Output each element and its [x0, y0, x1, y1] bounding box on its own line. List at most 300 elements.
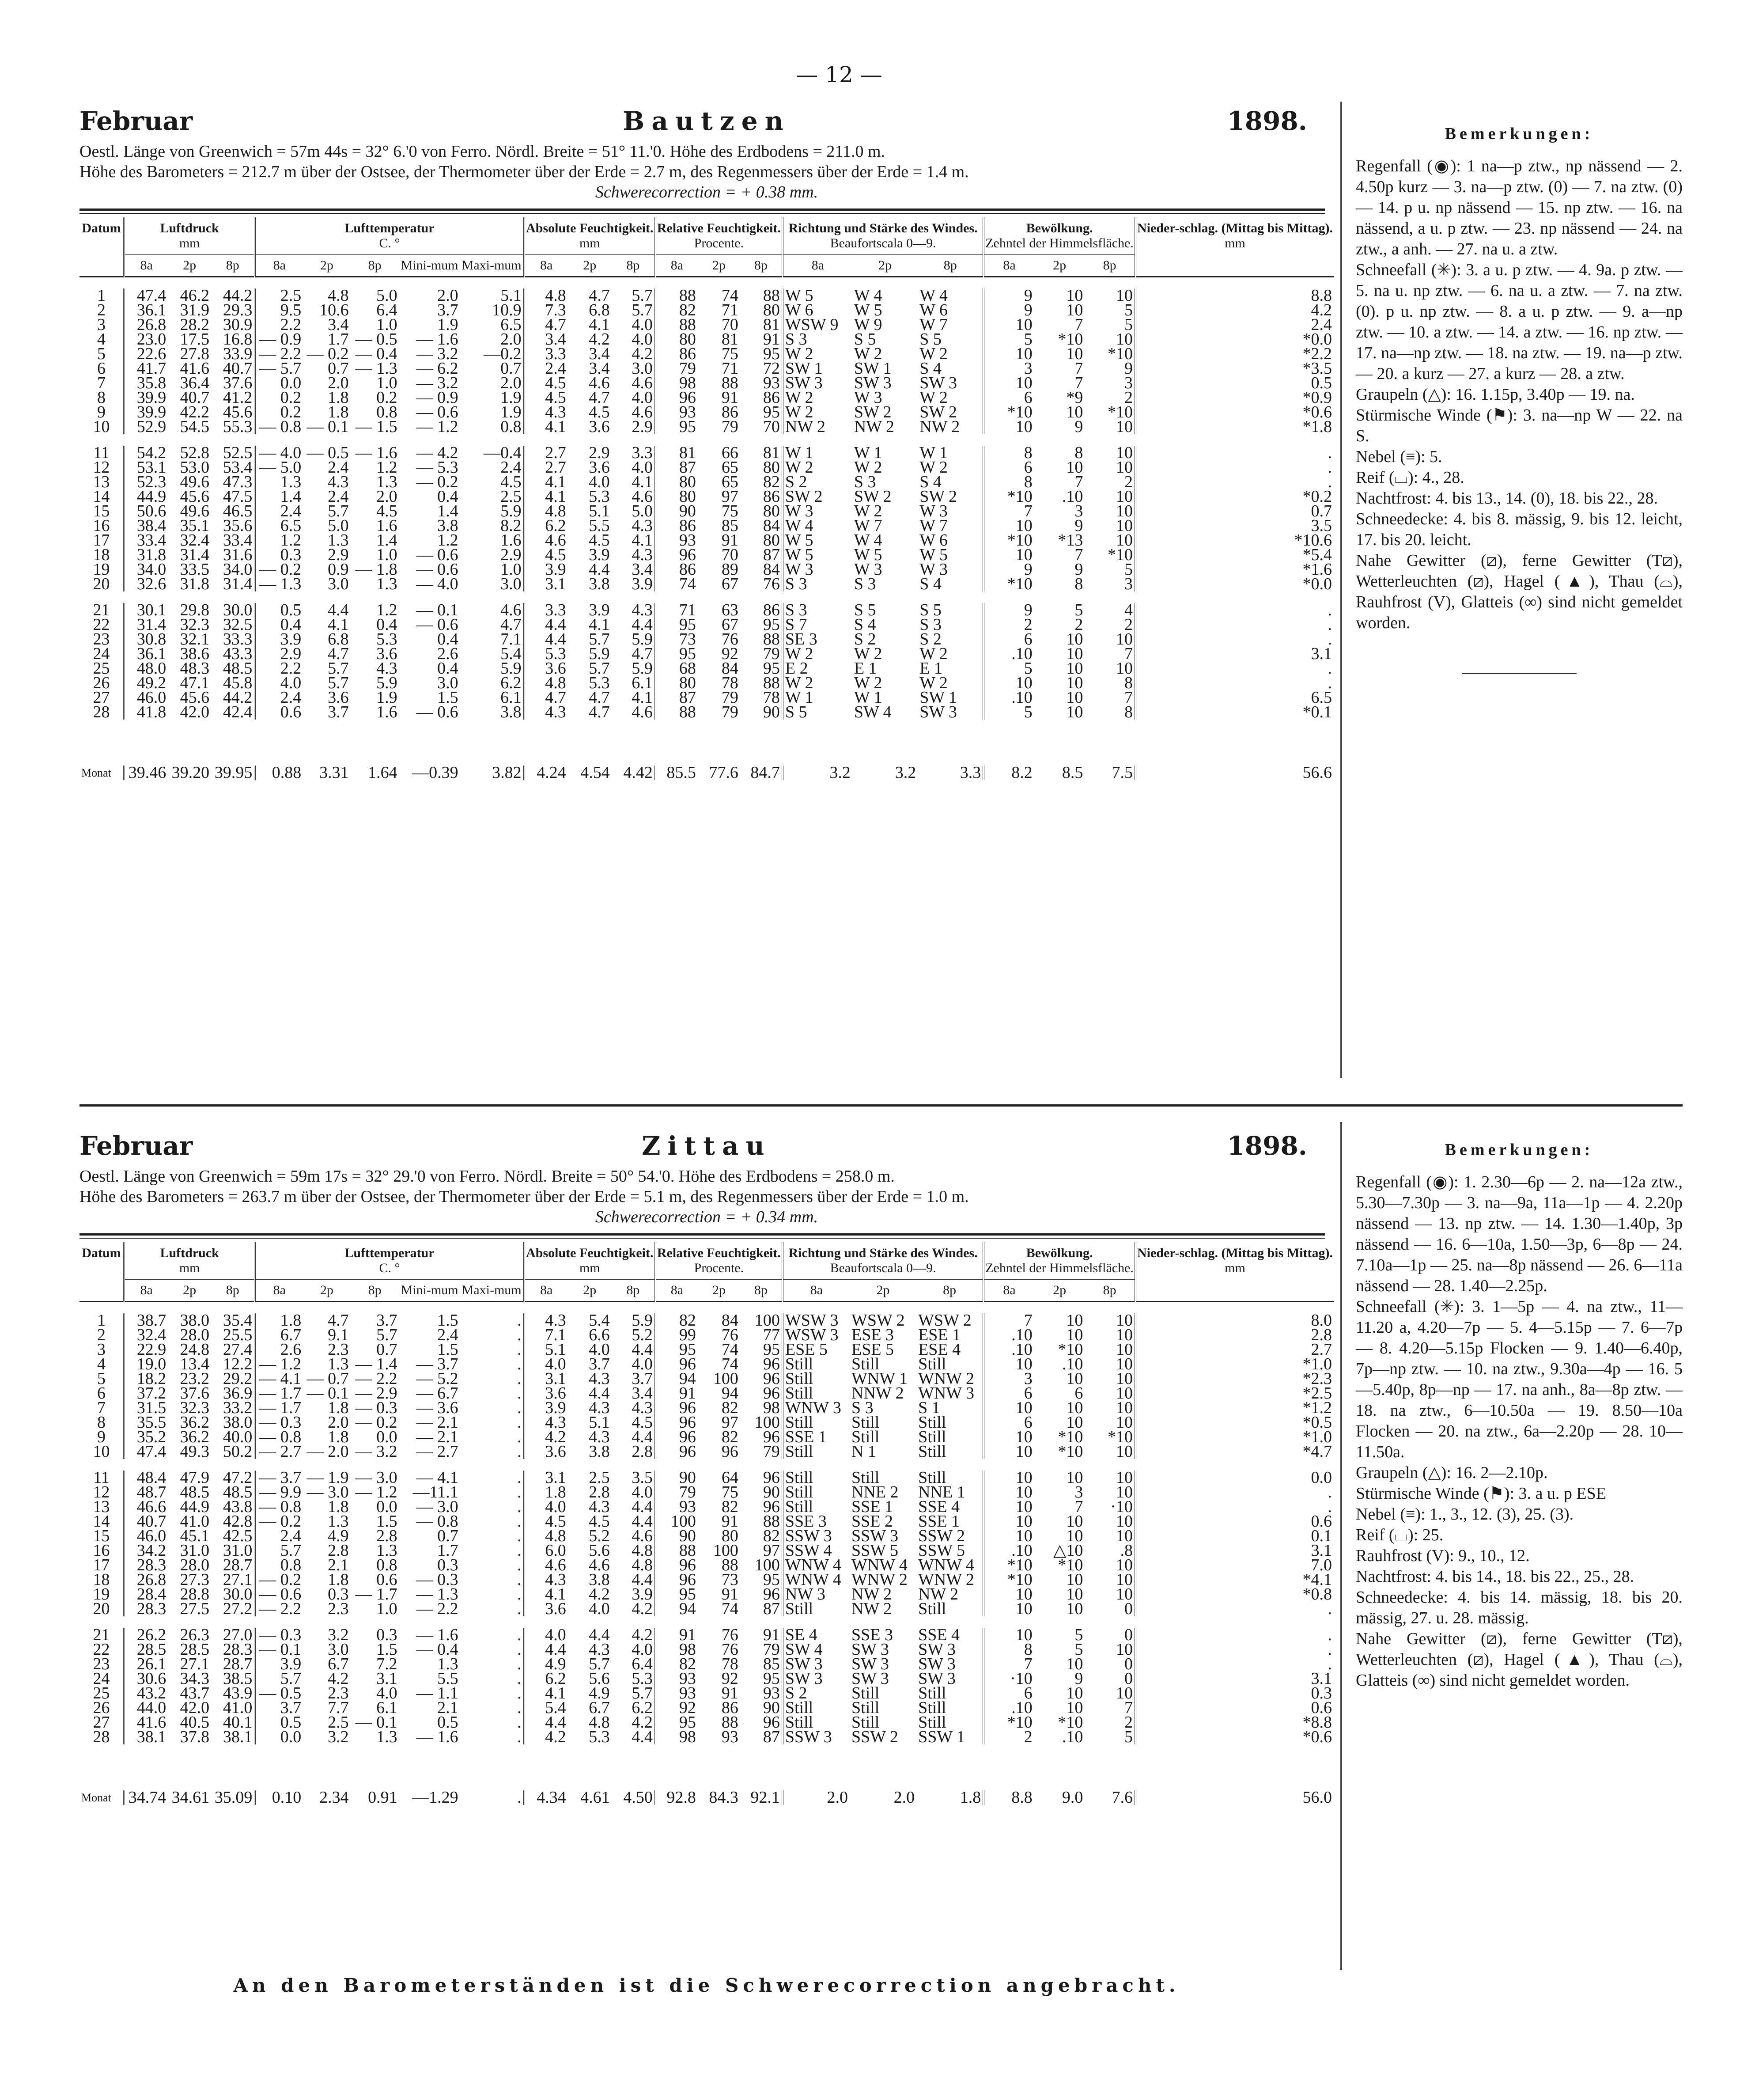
cell: E 1 [919, 659, 942, 678]
cell: 9 [1074, 417, 1083, 436]
remarks-bautzen [1356, 124, 1683, 674]
cell: 4.2 [632, 1599, 653, 1618]
cell: 4.5 [524, 548, 568, 562]
cell: — 0.2 [255, 1573, 303, 1587]
cell: *0.2 [1135, 489, 1334, 504]
monthly-cell: 7.5 [1112, 763, 1133, 782]
cell: 31.0 [223, 1541, 253, 1560]
cell: 91 [721, 1512, 738, 1531]
cell: 48.5 [223, 1482, 253, 1501]
cell: SSE 1 [783, 1430, 850, 1444]
cell: 88 [763, 673, 780, 692]
cell: W 7 [854, 516, 882, 535]
cell: NNW 2 [851, 1384, 904, 1403]
cell: 4.3 [589, 1427, 610, 1446]
cell: 2 [983, 618, 1034, 632]
cell: — 0.9 [416, 388, 458, 407]
cell: 43.9 [223, 1683, 253, 1702]
cell: 74 [655, 577, 698, 591]
cell: 19.0 [124, 1357, 168, 1372]
cell: 2.4 [524, 361, 568, 376]
cell: 5.1 [524, 1342, 568, 1357]
cell: 0 [1124, 1669, 1133, 1688]
cell: 74 [721, 1340, 738, 1359]
cell: S 4 [919, 472, 942, 491]
cell: 43.2 [124, 1686, 168, 1701]
cell: 88 [721, 373, 738, 392]
cell: 7.1 [500, 629, 522, 648]
cell: Still [783, 1471, 850, 1485]
cell: 2.9 [589, 443, 610, 462]
cell: 33.2 [223, 1398, 253, 1417]
cell: 4.7 [524, 690, 568, 705]
cell: 10 [1116, 1384, 1133, 1403]
cell: 3.9 [524, 562, 568, 577]
header-nieder [1135, 217, 1334, 277]
cell: SW 2 [783, 489, 852, 504]
cell: 4.5 [500, 472, 522, 491]
cell: 10 [1066, 1413, 1083, 1432]
cell: 3.4 [589, 359, 610, 378]
cell: WNW 4 [783, 1558, 850, 1573]
cell: 3.0 [632, 359, 653, 378]
cell: 10 [1066, 402, 1083, 421]
cell: . [517, 1398, 522, 1417]
cell: 10 [983, 1514, 1034, 1529]
cell: 4.8 [524, 1529, 568, 1543]
cell: 70 [721, 315, 738, 334]
table-row [79, 420, 1334, 434]
cell: 10.6 [319, 300, 349, 319]
double-rule [79, 1233, 1325, 1239]
header-title: Richtung und Stärke des Windes. [788, 1246, 978, 1260]
cell: W 2 [919, 644, 948, 663]
cell: 10 [1116, 286, 1133, 305]
cell: 1.3 [328, 1512, 349, 1531]
cell: 6 [97, 359, 106, 378]
cell: 97 [763, 1541, 780, 1560]
cell: 4.6 [632, 402, 653, 421]
cell: SSE 3 [783, 1514, 850, 1529]
monthly-cell: 8.8 [983, 1790, 1034, 1805]
cell: 5.2 [589, 1526, 610, 1545]
cell: 79 [721, 702, 738, 721]
cell: 19 [93, 560, 110, 579]
cell: 2.4 [1135, 318, 1334, 332]
cell: 96 [721, 1442, 738, 1461]
cell: 44.0 [124, 1701, 168, 1715]
cell: WNW 4 [783, 1573, 850, 1587]
cell: 32.3 [180, 1398, 210, 1417]
cell: . [517, 1625, 522, 1644]
cell: 42.8 [223, 1512, 253, 1531]
cell: SSW 4 [783, 1543, 850, 1558]
cell: — 0.5 [306, 443, 349, 462]
remark-paragraph: Nebel (≡): 1., 3., 12. (3), 25. (3). [1356, 1505, 1574, 1524]
cell: 91 [721, 531, 738, 550]
cell: SSE 4 [918, 1625, 960, 1644]
cell: — 2.1 [416, 1427, 458, 1446]
cell: SW 3 [851, 1654, 889, 1673]
cell: 30.8 [124, 632, 168, 647]
header-sub: 2p [303, 255, 350, 277]
cell: 91 [763, 330, 780, 349]
cell: 80 [763, 531, 780, 550]
cell: 1.3 [328, 1354, 349, 1373]
cell: 73 [721, 1570, 738, 1589]
cell: 0.5 [437, 1713, 458, 1732]
cell: S 7 [783, 618, 852, 632]
cell: 7 [983, 1313, 1034, 1328]
cell: 97 [721, 1413, 738, 1432]
header-group-row [79, 217, 1334, 255]
cell: — 0.8 [255, 1430, 303, 1444]
cell: 37.6 [180, 1384, 210, 1403]
cell: 13 [93, 472, 110, 491]
monthly-mean-row [79, 1790, 1334, 1805]
header-sub: Maxi-mum [460, 1280, 524, 1302]
spacer-row [79, 277, 1334, 288]
cell: 31.4 [180, 545, 210, 564]
cell: — 0.1 [306, 1384, 349, 1403]
cell: 4.6 [632, 702, 653, 721]
cell: — 1.6 [416, 330, 458, 349]
cell: 38.1 [223, 1727, 253, 1746]
header-title: Relative Feuchtigkeit. [657, 221, 781, 235]
cell: .10 [983, 1328, 1034, 1342]
header-sub: 8a [524, 1280, 568, 1302]
header-title: Luftdruck [160, 1246, 219, 1260]
cell: 32.4 [180, 531, 210, 550]
cell: 5.3 [589, 487, 610, 506]
cell: 0.3 [376, 1625, 397, 1644]
cell: — 5.3 [416, 458, 458, 477]
table-row [79, 489, 1334, 504]
cell: 2 [97, 300, 106, 319]
cell: — 3.0 [355, 1468, 397, 1487]
cell: 4.3 [524, 705, 568, 720]
cell: 84 [763, 516, 780, 535]
cell: — 9.9 [255, 1485, 303, 1500]
cell: W 5 [854, 300, 882, 319]
cell: 4.4 [524, 618, 568, 632]
cell: 10 [983, 347, 1034, 361]
cell: 0.0 [376, 1497, 397, 1516]
cell: *10 [1107, 402, 1133, 421]
cell: 4.2 [524, 1730, 568, 1744]
cell: 10 [1066, 644, 1083, 663]
cell: 28.5 [124, 1642, 168, 1657]
cell: 6 [983, 390, 1034, 405]
cell: 88 [721, 1713, 738, 1732]
cell: 9.5 [255, 303, 303, 318]
cell: W 5 [919, 545, 948, 564]
cell: 50.2 [223, 1442, 253, 1461]
cell: . [517, 1369, 522, 1388]
header-sub: 2p [850, 1280, 916, 1302]
cell: WSW 9 [783, 318, 852, 332]
cell: 5.1 [500, 286, 522, 305]
cell: 10 [1066, 1468, 1083, 1487]
cell: 4.7 [589, 702, 610, 721]
cell: 1.8 [328, 1497, 349, 1516]
cell: 3.9 [255, 1657, 303, 1672]
cell: 95 [763, 1570, 780, 1589]
cell: Still [851, 1713, 880, 1732]
cell: Still [851, 1354, 880, 1373]
cell: — 0.5 [355, 330, 397, 349]
cell: . [517, 1727, 522, 1746]
cell: 3.9 [589, 545, 610, 564]
cell: W 3 [919, 501, 948, 520]
cell: 41.6 [180, 359, 210, 378]
cell: 96 [655, 548, 698, 562]
cell: 41.0 [223, 1698, 253, 1717]
cell: 10 [1116, 1354, 1133, 1373]
cell: 52.8 [180, 443, 210, 462]
cell: 10 [983, 1587, 1034, 1602]
height-info: Höhe des Barometers = 263.7 m über der Ostsee, der Thermometer über der Erde = 5.1 m, des Regenmessers über der Erde = 1.0 m. [79, 1187, 969, 1206]
cell: Still [918, 1698, 946, 1717]
cell: 5.9 [632, 659, 653, 678]
cell: W 2 [854, 644, 882, 663]
cell: 10 [1116, 487, 1133, 506]
cell: 88 [655, 1543, 698, 1558]
cell: E 1 [854, 659, 877, 678]
cell: 2 [1124, 472, 1133, 491]
cell: 81 [763, 315, 780, 334]
cell: 93 [721, 1727, 738, 1746]
cell: 32.3 [180, 615, 210, 634]
cell: 2.7 [524, 446, 568, 460]
remark-paragraph: Nahe Gewitter (⧄), ferne Gewitter (T⧄), Wetterleuchten (⧄), Hagel (▲), Thau (⌓), Rauhfrost (V), Glatteis (∞) sind nicht gemeldet worden. [1356, 551, 1683, 632]
cell: SW 1 [854, 359, 892, 378]
cell: 90 [655, 1529, 698, 1543]
cell: 4 [1124, 600, 1133, 619]
monthly-cell: 84.3 [709, 1788, 738, 1807]
cell: 63 [721, 600, 738, 619]
cell: 92 [721, 1669, 738, 1688]
cell: 96 [655, 1357, 698, 1372]
cell: 42.2 [180, 402, 210, 421]
header-datum [79, 217, 124, 277]
cell: 20 [93, 574, 110, 593]
cell: 1.5 [376, 1640, 397, 1659]
cell: 79 [655, 361, 698, 376]
cell: 4.1 [328, 615, 349, 634]
cell: 1.0 [376, 1599, 397, 1618]
cell: 79 [721, 417, 738, 436]
cell: 91 [721, 1683, 738, 1702]
cell: 10 [1066, 629, 1083, 648]
cell: 10 [1066, 673, 1083, 692]
cell: — 0.2 [306, 344, 349, 363]
cell: 10 [1116, 1311, 1133, 1330]
header-unit: Procente. [694, 1261, 744, 1275]
cell: *9 [1066, 388, 1083, 407]
header-sub: 2p [1034, 255, 1085, 277]
cell: W 2 [854, 458, 882, 477]
cell: 5.9 [589, 644, 610, 663]
header-title: Absolute Feuchtigkeit. [526, 221, 654, 235]
cell: 2.3 [328, 1599, 349, 1618]
remark-paragraph: Graupeln (△): 16. 2—2.10p. [1356, 1463, 1548, 1482]
cell: 18 [93, 545, 110, 564]
cell: — 2.0 [306, 1442, 349, 1461]
station-name: Zittau [642, 1131, 772, 1161]
cell: 10 [1116, 516, 1133, 535]
cell: 4.7 [500, 615, 522, 634]
cell: 44.2 [223, 688, 253, 707]
cell: NW 2 [851, 1599, 892, 1618]
cell: 7 [1074, 359, 1083, 378]
table-row [79, 361, 1334, 376]
cell: . [1135, 1602, 1334, 1616]
cell: 96 [763, 1369, 780, 1388]
cell: 4.8 [589, 1713, 610, 1732]
cell: 7 [97, 373, 106, 392]
cell: — 1.6 [416, 1625, 458, 1644]
cell: . [517, 1698, 522, 1717]
cell: 0.3 [1135, 1686, 1334, 1701]
cell: — 0.2 [355, 1413, 397, 1432]
cell: 3.1 [524, 1471, 568, 1485]
cell: 96 [655, 1573, 698, 1587]
cell: *5.4 [1135, 548, 1334, 562]
cell: 29.8 [180, 600, 210, 619]
cell: 2.3 [328, 1340, 349, 1359]
cell: 41.0 [180, 1512, 210, 1531]
cell: SW 3 [783, 1672, 850, 1686]
cell: 1.9 [500, 388, 522, 407]
cell: 3.9 [632, 1584, 653, 1603]
cell: 86 [763, 487, 780, 506]
cell: 68 [655, 661, 698, 676]
cell: 99 [655, 1328, 698, 1342]
monthly-cell: 39.46 [124, 766, 168, 780]
cell: S 5 [854, 600, 876, 619]
cell: 37.8 [180, 1727, 210, 1746]
cell: 4.2 [589, 1584, 610, 1603]
cell: W 3 [783, 504, 852, 519]
cell: S 2 [919, 629, 942, 648]
cell: 53.4 [223, 458, 253, 477]
cell: 4.3 [524, 405, 568, 420]
header-sub: 8a [255, 1280, 303, 1302]
cell: 84 [721, 659, 738, 678]
cell: 4.8 [328, 286, 349, 305]
cell: . [1135, 1628, 1334, 1642]
cell: 1.9 [437, 315, 458, 334]
cell: 5.5 [589, 516, 610, 535]
cell: 2.4 [255, 1529, 303, 1543]
monthly-cell: 84.7 [750, 763, 780, 782]
cell: 4.0 [524, 1357, 568, 1372]
cell: 3.8 [589, 1442, 610, 1461]
cell: 96 [655, 1401, 698, 1415]
cell: 5 [983, 661, 1034, 676]
cell: 3.1 [1135, 1672, 1334, 1686]
cell: 3.3 [524, 603, 568, 618]
cell: 91 [721, 388, 738, 407]
cell: W 2 [783, 347, 852, 361]
cell: 65 [721, 458, 738, 477]
table-row [79, 1642, 1334, 1657]
cell: 7 [1074, 373, 1083, 392]
header-sub: 8p [612, 1280, 655, 1302]
cell: SSE 1 [851, 1497, 893, 1516]
cell: SSE 2 [851, 1512, 893, 1531]
cell: 81 [763, 443, 780, 462]
cell: 3.9 [632, 574, 653, 593]
cell: 4.5 [524, 376, 568, 390]
cell: 4.1 [589, 615, 610, 634]
cell: 3.1 [524, 577, 568, 591]
cell: 28.7 [223, 1555, 253, 1574]
cell: 1.5 [437, 688, 458, 707]
cell: 95 [763, 344, 780, 363]
cell: 10 [983, 1357, 1034, 1372]
cell: 27.8 [180, 344, 210, 363]
cell: 6 [983, 1686, 1034, 1701]
remark-paragraph: Nebel (≡): 5. [1356, 447, 1442, 466]
remark-paragraph: Schneedecke: 4. bis 14. mässig, 18. bis 20. mässig, 27. u. 28. mässig. [1356, 1588, 1683, 1627]
monthly-cell: 0.88 [255, 766, 303, 780]
cell: 4.4 [589, 560, 610, 579]
cell: 5 [983, 332, 1034, 347]
cell: —0.4 [484, 443, 522, 462]
header-wind [783, 217, 983, 255]
cell: 43.8 [223, 1497, 253, 1516]
cell: 22.6 [124, 347, 168, 361]
cell: 4.6 [500, 600, 522, 619]
cell: . [517, 1683, 522, 1702]
cell: — 1.7 [255, 1401, 303, 1415]
cell: — 5.7 [255, 361, 303, 376]
spacer [79, 277, 1334, 288]
cell: W 2 [783, 676, 852, 690]
cell: 3.4 [632, 560, 653, 579]
monthly-cell: 8.2 [983, 766, 1034, 780]
monthly-cell: 0.10 [255, 1790, 303, 1805]
table-row [79, 475, 1334, 489]
cell: 28.7 [223, 1654, 253, 1673]
cell: . [517, 1442, 522, 1461]
cell: Still [918, 1468, 946, 1487]
header-unit: mm [1225, 236, 1245, 250]
cell: 0.3 [328, 1584, 349, 1603]
cell: 84 [763, 560, 780, 579]
spacer-row [79, 1756, 1334, 1767]
cell: 8 [97, 388, 106, 407]
cell: NNE 2 [851, 1482, 899, 1501]
cell: 6.7 [589, 1698, 610, 1717]
cell: 5.6 [589, 1541, 610, 1560]
cell: 0.9 [328, 560, 349, 579]
cell: 4.7 [589, 688, 610, 707]
cell: — 3.6 [416, 1398, 458, 1417]
cell: SW 2 [854, 487, 892, 506]
cell: SSW 2 [851, 1727, 898, 1746]
cell: 6.7 [255, 1328, 303, 1342]
cell: 47.2 [223, 1468, 253, 1487]
cell: 3.5 [1135, 519, 1334, 533]
cell: . [517, 1497, 522, 1516]
cell: 4.0 [255, 676, 303, 690]
cell: 10 [1116, 1683, 1133, 1702]
cell: NW 2 [919, 417, 960, 436]
cell: 1.0 [376, 373, 397, 392]
